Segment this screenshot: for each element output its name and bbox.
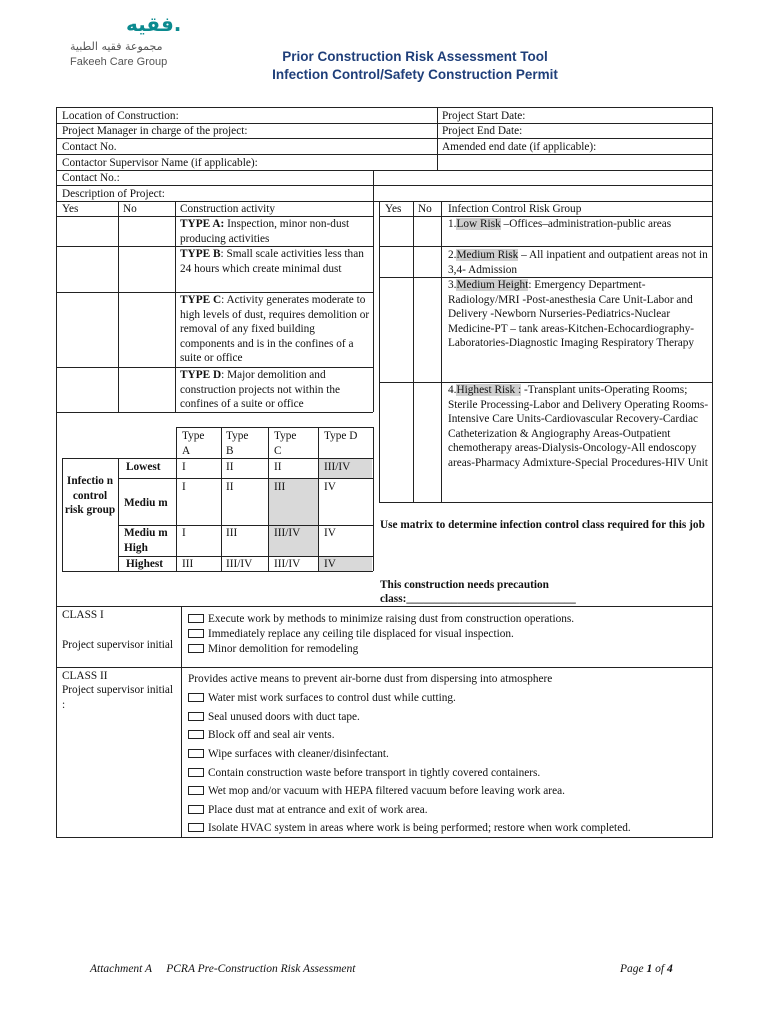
class2-item bbox=[188, 766, 540, 781]
matrix-col-c-line2: C bbox=[274, 444, 282, 457]
class2-item bbox=[188, 803, 428, 818]
type-b-label: TYPE B bbox=[180, 248, 221, 260]
divider bbox=[175, 201, 176, 412]
divider bbox=[118, 478, 373, 479]
type-a-text: Inspection, minor non-dust producing activities bbox=[180, 218, 350, 245]
page-title-line2: Infection Control/Safety Construction Permit bbox=[272, 67, 558, 82]
fakeeh-logo bbox=[68, 12, 182, 72]
class2-item bbox=[188, 821, 631, 836]
risk-group-3-number: 3. bbox=[448, 279, 457, 291]
divider bbox=[379, 201, 380, 502]
matrix-cell: III bbox=[226, 527, 238, 539]
matrix-cell: IV bbox=[324, 558, 336, 570]
divider bbox=[413, 201, 414, 502]
page-prefix: Page bbox=[620, 963, 647, 975]
matrix-cell: III bbox=[182, 558, 194, 570]
supervisor-label: Contactor Supervisor Name (if applicable): bbox=[62, 157, 258, 169]
matrix-row-highest: Highest bbox=[126, 558, 164, 570]
logo-mark: فقيه. bbox=[126, 12, 182, 36]
matrix-col-a-line1: Type bbox=[182, 430, 205, 442]
checkbox[interactable] bbox=[188, 644, 204, 653]
risk-group-2-text: – All inpatient and outpatient areas not in 3,4- Admission bbox=[448, 249, 708, 276]
class2-item-text: Block off and seal air vents. bbox=[208, 729, 335, 741]
matrix-group-label: Infectio n control risk group bbox=[64, 475, 116, 517]
matrix-cell: I bbox=[182, 461, 186, 473]
class1-item bbox=[188, 612, 574, 627]
matrix-col-c-line1: Type bbox=[274, 430, 297, 442]
risk-group-2-label: Medium Risk bbox=[456, 249, 519, 261]
page-title-line1: Prior Construction Risk Assessment Tool bbox=[282, 49, 548, 64]
matrix-cell: II bbox=[274, 461, 282, 473]
matrix-col-a-line2: A bbox=[182, 444, 191, 457]
checkbox[interactable] bbox=[188, 693, 204, 702]
matrix-cell: III/IV bbox=[324, 461, 351, 473]
matrix-cell: I bbox=[182, 527, 186, 539]
divider bbox=[62, 458, 63, 571]
matrix-cell: III bbox=[274, 481, 286, 493]
type-d-description bbox=[180, 368, 370, 412]
divider bbox=[441, 201, 442, 502]
risk-group-3-text: : Emergency Department-Radiology/MRI -Post-anesthesia Care Unit-Labor and Delivery -Newborn Nurseries-Pediatrics-Nuclear Medicine-PT – tank areas-Kitchen-Echocardiography-Laboratories-Diagnostic Imaging Respiratory Therapy bbox=[448, 279, 695, 350]
divider bbox=[176, 427, 177, 571]
matrix-cell: I bbox=[182, 481, 186, 493]
divider bbox=[379, 502, 713, 503]
risk-group-1-number: 1. bbox=[448, 218, 457, 230]
divider bbox=[268, 427, 269, 571]
divider bbox=[118, 458, 119, 571]
matrix-row-medium-high: Mediu m High bbox=[124, 527, 168, 554]
class1-item-text: Minor demolition for remodeling bbox=[208, 643, 359, 655]
class2-item-text: Wipe surfaces with cleaner/disinfectant. bbox=[208, 748, 389, 760]
matrix-cell: III/IV bbox=[226, 558, 253, 570]
class1-item-text: Execute work by methods to minimize raising dust from construction operations. bbox=[208, 613, 575, 625]
class2-item bbox=[188, 710, 360, 725]
divider bbox=[56, 185, 713, 186]
manager-label: Project Manager in charge of the project: bbox=[62, 125, 248, 137]
precaution-class-field[interactable]: class:______________________________ bbox=[380, 593, 576, 605]
contact-label: Contact No. bbox=[62, 141, 117, 153]
type-d-label: TYPE D bbox=[180, 369, 222, 381]
risk-group-2 bbox=[448, 248, 710, 277]
divider bbox=[373, 170, 374, 201]
matrix-col-c bbox=[274, 429, 296, 458]
matrix-col-b bbox=[226, 429, 248, 458]
checkbox[interactable] bbox=[188, 823, 204, 832]
divider bbox=[176, 427, 373, 428]
risk-group-4-label: Highest Risk : bbox=[456, 384, 522, 396]
checkbox[interactable] bbox=[188, 712, 204, 721]
risk-group-1 bbox=[448, 217, 710, 232]
risk-group-4 bbox=[448, 383, 710, 471]
class2-item bbox=[188, 728, 335, 743]
divider bbox=[56, 154, 713, 155]
class2-title: CLASS II bbox=[62, 670, 108, 682]
page-of: of bbox=[652, 963, 667, 975]
risk-group-3-label: Medium Height bbox=[456, 279, 529, 291]
type-c-label: TYPE C bbox=[180, 294, 222, 306]
risk-group-1-text: –Offices–administration-public areas bbox=[500, 218, 672, 230]
location-label: Location of Construction: bbox=[62, 110, 179, 122]
class2-item-text: Isolate HVAC system in areas where work is being performed; restore when work completed. bbox=[208, 822, 631, 834]
divider bbox=[56, 412, 373, 413]
matrix-cell: II bbox=[226, 461, 234, 473]
risk-group-1-label: Low Risk bbox=[456, 218, 501, 230]
matrix-cell: IV bbox=[324, 527, 336, 539]
matrix-cell: III/IV bbox=[274, 527, 301, 539]
divider bbox=[373, 201, 374, 412]
type-a-description bbox=[180, 217, 370, 246]
activity-no-header: No bbox=[123, 203, 137, 215]
precaution-text: This construction needs precaution bbox=[380, 579, 549, 591]
risk-group-2-number: 2. bbox=[448, 249, 457, 261]
class2-item-text: Water mist work surfaces to control dust while cutting. bbox=[208, 692, 456, 704]
divider bbox=[379, 246, 713, 247]
type-c-text: : Activity generates moderate to high levels of dust, requires demolition or removal of any fixed building components and is in the confines of a suite or office bbox=[180, 294, 370, 365]
matrix-cell: III/IV bbox=[274, 558, 301, 570]
start-date-label: Project Start Date: bbox=[442, 110, 526, 122]
construction-activity-header: Construction activity bbox=[180, 203, 276, 215]
risk-group-4-number: 4. bbox=[448, 384, 457, 396]
divider bbox=[318, 427, 319, 571]
matrix-cell: II bbox=[226, 481, 234, 493]
checkbox[interactable] bbox=[188, 614, 204, 623]
class2-item bbox=[188, 784, 565, 799]
footer-page-number bbox=[620, 963, 673, 975]
matrix-cell: IV bbox=[324, 481, 336, 493]
matrix-col-b-line1: Type bbox=[226, 430, 249, 442]
type-c-description bbox=[180, 293, 370, 366]
class2-item-text: Seal unused doors with duct tape. bbox=[208, 711, 360, 723]
class1-item bbox=[188, 642, 358, 657]
risk-group-4-text: -Transplant units-Operating Rooms; Sterile Processing-Labor and Delivery Operating Rooms-Intensive Care Units-Cardiovascular Recovery-Cardiac Catheterization & Angiography Areas-Outpatient chemotherapy areas-Dialysis-Oncology-All endoscopy areas-Pharmacy Admixture-Special Procedures-HIV Unit bbox=[448, 384, 709, 469]
checkbox[interactable] bbox=[188, 786, 204, 795]
risk-no-header: No bbox=[418, 203, 432, 215]
divider bbox=[118, 201, 119, 412]
matrix-row-lowest: Lowest bbox=[126, 461, 161, 473]
checkbox[interactable] bbox=[188, 629, 204, 638]
type-b-text: : Small scale activities less than 24 hours which create minimal dust bbox=[180, 248, 364, 275]
page-current: 1 bbox=[646, 963, 653, 975]
matrix-col-a bbox=[182, 429, 204, 458]
page-total: 4 bbox=[666, 963, 673, 975]
activity-yes-header: Yes bbox=[62, 203, 79, 215]
type-d-text: : Major demolition and construction projects not within the confines of a suite or office bbox=[180, 369, 341, 411]
risk-yes-header: Yes bbox=[385, 203, 402, 215]
matrix-instruction: Use matrix to determine infection control class required for this job bbox=[380, 519, 705, 531]
contact-label-2: Contact No.: bbox=[62, 172, 120, 184]
type-b-description bbox=[180, 247, 370, 276]
checkbox[interactable] bbox=[188, 768, 204, 777]
class1-item-text: Immediately replace any ceiling tile displaced for visual inspection. bbox=[208, 628, 514, 640]
class2-intro: Provides active means to prevent air-borne dust from dispersing into atmosphere bbox=[188, 673, 553, 685]
class2-item bbox=[188, 691, 456, 706]
logo-english-text: Fakeeh Care Group bbox=[70, 56, 168, 68]
class2-item-text: Wet mop and/or vacuum with HEPA filtered vacuum before leaving work area. bbox=[208, 785, 565, 797]
class2-item-text: Place dust mat at entrance and exit of work area. bbox=[208, 804, 428, 816]
divider bbox=[373, 427, 374, 571]
risk-group-header: Infection Control Risk Group bbox=[448, 203, 582, 215]
class2-item bbox=[188, 747, 389, 762]
matrix-row-medium: Mediu m bbox=[124, 497, 168, 509]
type-a-label: TYPE A: bbox=[180, 218, 225, 230]
footer-attachment: Attachment A PCRA Pre-Construction Risk Assessment bbox=[90, 963, 356, 975]
divider bbox=[181, 606, 182, 838]
class1-supervisor-initial: Project supervisor initial bbox=[62, 639, 174, 651]
logo-arabic-text: مجموعة فقيه الطبية bbox=[70, 40, 163, 53]
checkbox[interactable] bbox=[188, 805, 204, 814]
class1-item bbox=[188, 627, 514, 642]
end-date-label: Project End Date: bbox=[442, 125, 523, 137]
checkbox[interactable] bbox=[188, 730, 204, 739]
checkbox[interactable] bbox=[188, 749, 204, 758]
divider bbox=[437, 107, 438, 170]
risk-group-3 bbox=[448, 278, 710, 351]
class2-supervisor-initial: Project supervisor initial : bbox=[62, 684, 174, 711]
matrix-col-d: Type D bbox=[324, 430, 358, 442]
divider bbox=[221, 427, 222, 571]
matrix-col-b-line2: B bbox=[226, 444, 234, 457]
divider bbox=[56, 606, 713, 607]
description-label: Description of Project: bbox=[62, 188, 165, 200]
divider bbox=[56, 667, 713, 668]
class1-title: CLASS I bbox=[62, 609, 104, 621]
divider bbox=[62, 458, 373, 459]
amended-date-label: Amended end date (if applicable): bbox=[442, 141, 597, 153]
class2-item-text: Contain construction waste before transport in tightly covered containers. bbox=[208, 767, 541, 779]
